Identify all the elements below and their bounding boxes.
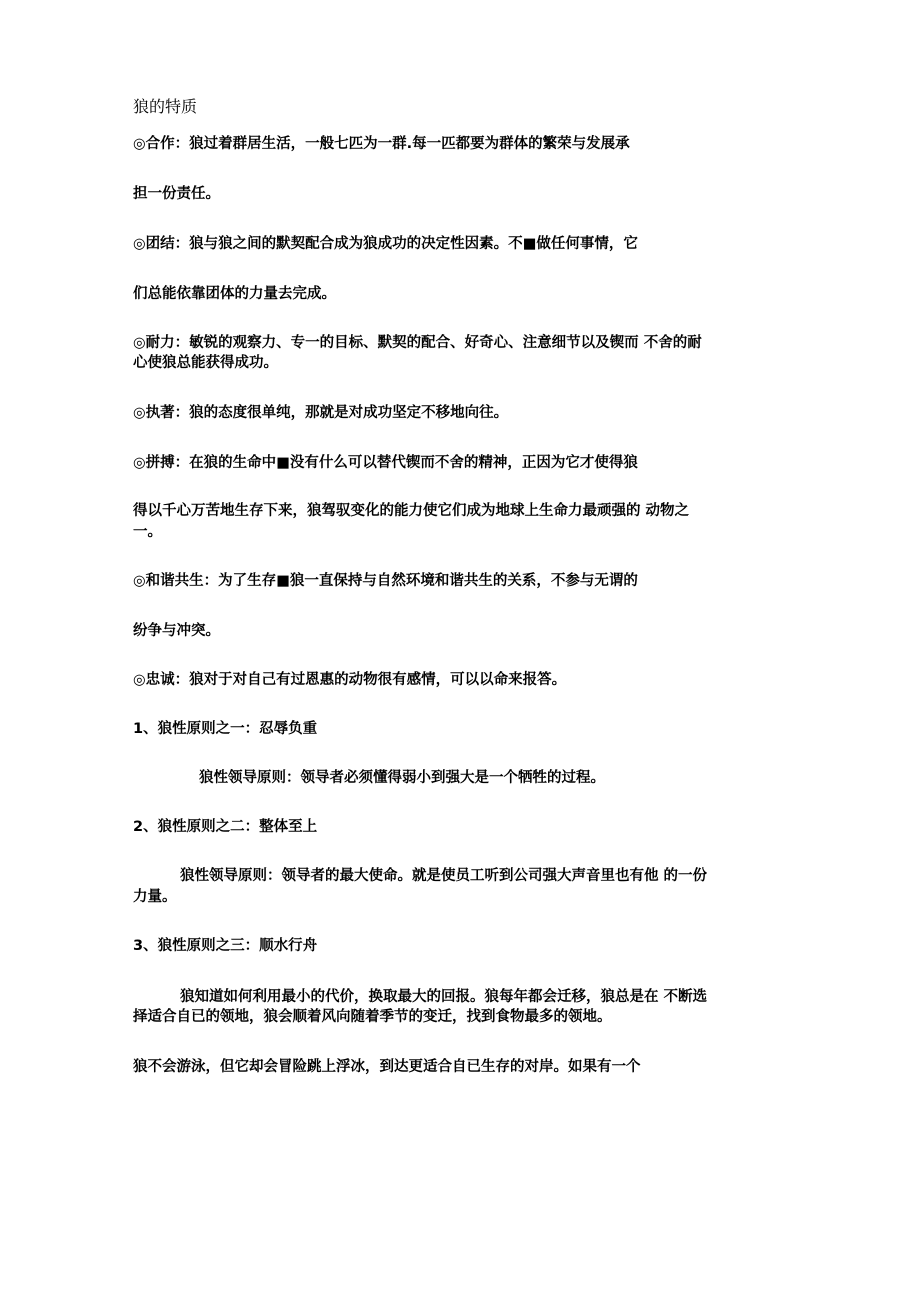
paragraph-line: 一。 bbox=[133, 524, 162, 540]
paragraph-line: 得以千心万苦地生存下来，狼驾驭变化的能力使它们成为地球上生命力最顽强的 动物之 bbox=[133, 503, 690, 519]
paragraph-line: ◎忠诚：狼对于对自己有过恩惠的动物很有感情，可以以命来报答。 bbox=[133, 672, 567, 688]
paragraph-line: 力量。 bbox=[133, 889, 177, 905]
paragraph-line: 狼性领导原则：领导者必须懂得弱小到强大是一个牺牲的过程。 bbox=[199, 770, 605, 786]
paragraph-line: 纷争与冲突。 bbox=[133, 623, 220, 639]
paragraph-line: ◎耐力：敏锐的观察力、专一的目标、默契的配合、好奇心、注意细节以及锲而 不舍的耐 bbox=[133, 335, 702, 351]
paragraph-line: 们总能依靠团体的力量去完成。 bbox=[133, 286, 336, 302]
paragraph-line: 狼性领导原则：领导者的最大使命。就是使员工听到公司强大声音里也有他 的一份 bbox=[180, 868, 708, 884]
paragraph-line: ◎拼搏：在狼的生命中■没有什么可以替代锲而不舍的精神，正因为它才使得狼 bbox=[133, 455, 638, 471]
document-title: 狼的特质 bbox=[133, 97, 198, 116]
paragraph-line: 狼不会游泳，但它却会冒险跳上浮冰，到达更适合自已生存的对岸。如果有一个 bbox=[133, 1059, 641, 1075]
paragraph-line: ◎合作：狼过着群居生活，一般七匹为一群.每一匹都要为群体的繁荣与发展承 bbox=[133, 136, 630, 152]
paragraph-line: 狼知道如何利用最小的代价，换取最大的回报。狼每年都会迁移，狼总是在 不断选 bbox=[180, 989, 708, 1005]
section-heading: 3、狼性原则之三：顺水行舟 bbox=[133, 938, 318, 954]
paragraph-line: ◎执著：狼的态度很单纯，那就是对成功坚定不移地向往。 bbox=[133, 405, 509, 421]
section-heading: 1、狼性原则之一：忍辱负重 bbox=[133, 721, 318, 737]
paragraph-line: 择适合自已的领地，狼会顺着风向随着季节的变迁，找到食物最多的领地。 bbox=[133, 1009, 612, 1025]
paragraph-line: ◎团结：狼与狼之间的默契配合成为狼成功的决定性因素。不■做任何事情，它 bbox=[133, 236, 638, 252]
paragraph-line: ◎和谐共生：为了生存■狼一直保持与自然环境和谐共生的关系，不参与无谓的 bbox=[133, 573, 638, 589]
paragraph-line: 心使狼总能获得成功。 bbox=[133, 355, 278, 371]
paragraph-line: 担一份责任。 bbox=[133, 186, 220, 202]
section-heading: 2、狼性原则之二：整体至上 bbox=[133, 819, 318, 835]
